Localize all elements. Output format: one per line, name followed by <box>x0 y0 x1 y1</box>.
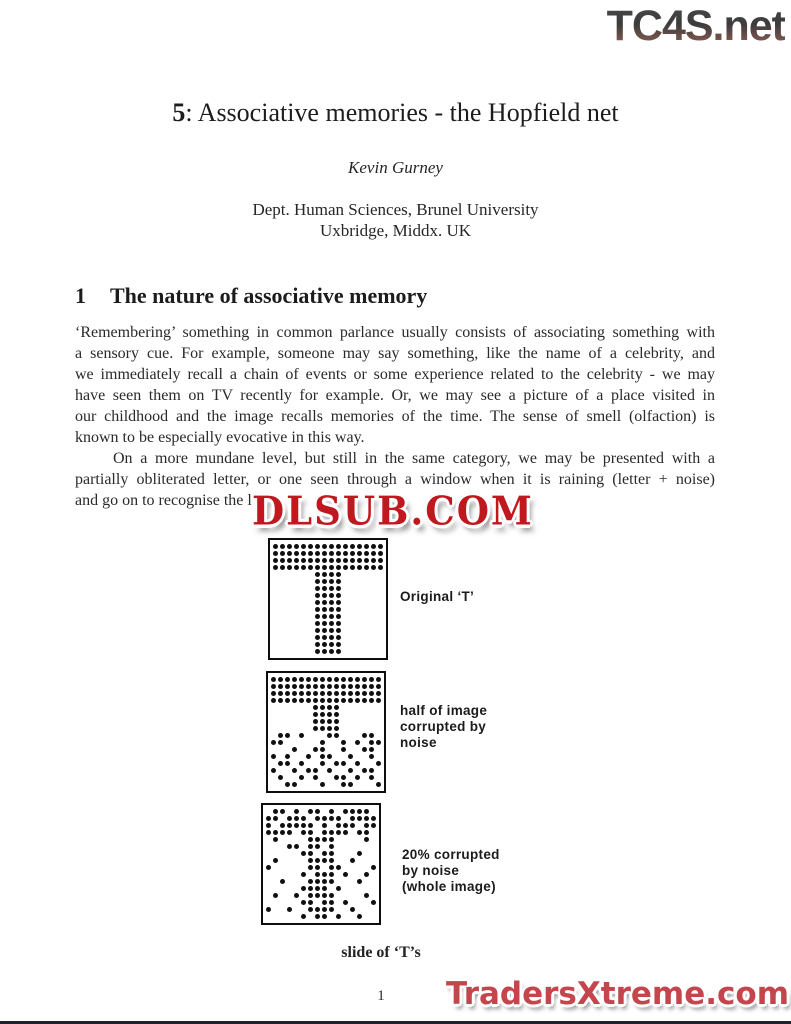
body-line: partially obliterated letter, or one seen through a window when it is raining (letter + noise) <box>75 471 715 488</box>
author-name: Kevin Gurney <box>348 158 443 177</box>
figure-original-t <box>268 538 388 660</box>
watermark-tradersxtreme: TradersXtreme.com <box>445 976 789 1012</box>
body-line: and go on to recognise the l <box>75 492 252 509</box>
title-text: : Associative memories - the Hopfield net <box>185 98 619 127</box>
body-line: a sensory cue. For example, someone may say something, like the name of a celebrity, and <box>75 345 715 362</box>
title-number: 5 <box>172 98 186 127</box>
figure-label-half-corrupted <box>400 703 487 751</box>
paragraph-1 <box>75 322 715 448</box>
figure-caption: slide of ‘T’s <box>341 944 421 961</box>
watermark-dlsub: DLSUB.COM <box>252 487 534 535</box>
page-number: 1 <box>377 988 385 1004</box>
document-title <box>0 98 791 128</box>
affiliation-line-2: Uxbridge, Middx. UK <box>319 221 472 240</box>
label-line: 20% corrupted <box>402 847 500 862</box>
figure-20pct-corrupted <box>261 803 381 925</box>
body-line: ‘Remembering’ something in common parlance usually consists of associating something with <box>75 324 715 341</box>
figure-label-original-t <box>400 589 474 605</box>
figure-half-corrupted <box>266 671 386 793</box>
figure-label-20pct-corrupted <box>402 847 500 895</box>
section-number: 1 <box>75 283 86 308</box>
label-line: half of image <box>400 703 488 718</box>
label-line: by noise <box>402 863 460 878</box>
body-line: known to be especially evocative in this way. <box>75 429 365 446</box>
watermark-tc4s: TC4S.net <box>606 2 785 50</box>
section-heading <box>75 283 427 309</box>
label-line: Original ‘T’ <box>400 589 475 604</box>
label-line: corrupted by <box>400 719 487 734</box>
body-line: have seen them on TV recently for example. Or, we may see a picture of a place visited in <box>75 387 715 404</box>
body-line: On a more mundane level, but still in the same category, we may be presented with a <box>113 450 715 467</box>
section-title: The nature of associative memory <box>110 283 428 308</box>
label-line: noise <box>400 735 437 750</box>
body-line: we immediately recall a chain of events or some experience related to the celebrity - we may <box>75 366 715 383</box>
label-line: (whole image) <box>402 879 496 894</box>
body-line: our childhood and the image recalls memories of the time. The sense of smell (olfaction) is <box>75 408 715 425</box>
affiliation-line-1: Dept. Human Sciences, Brunel University <box>252 200 539 219</box>
